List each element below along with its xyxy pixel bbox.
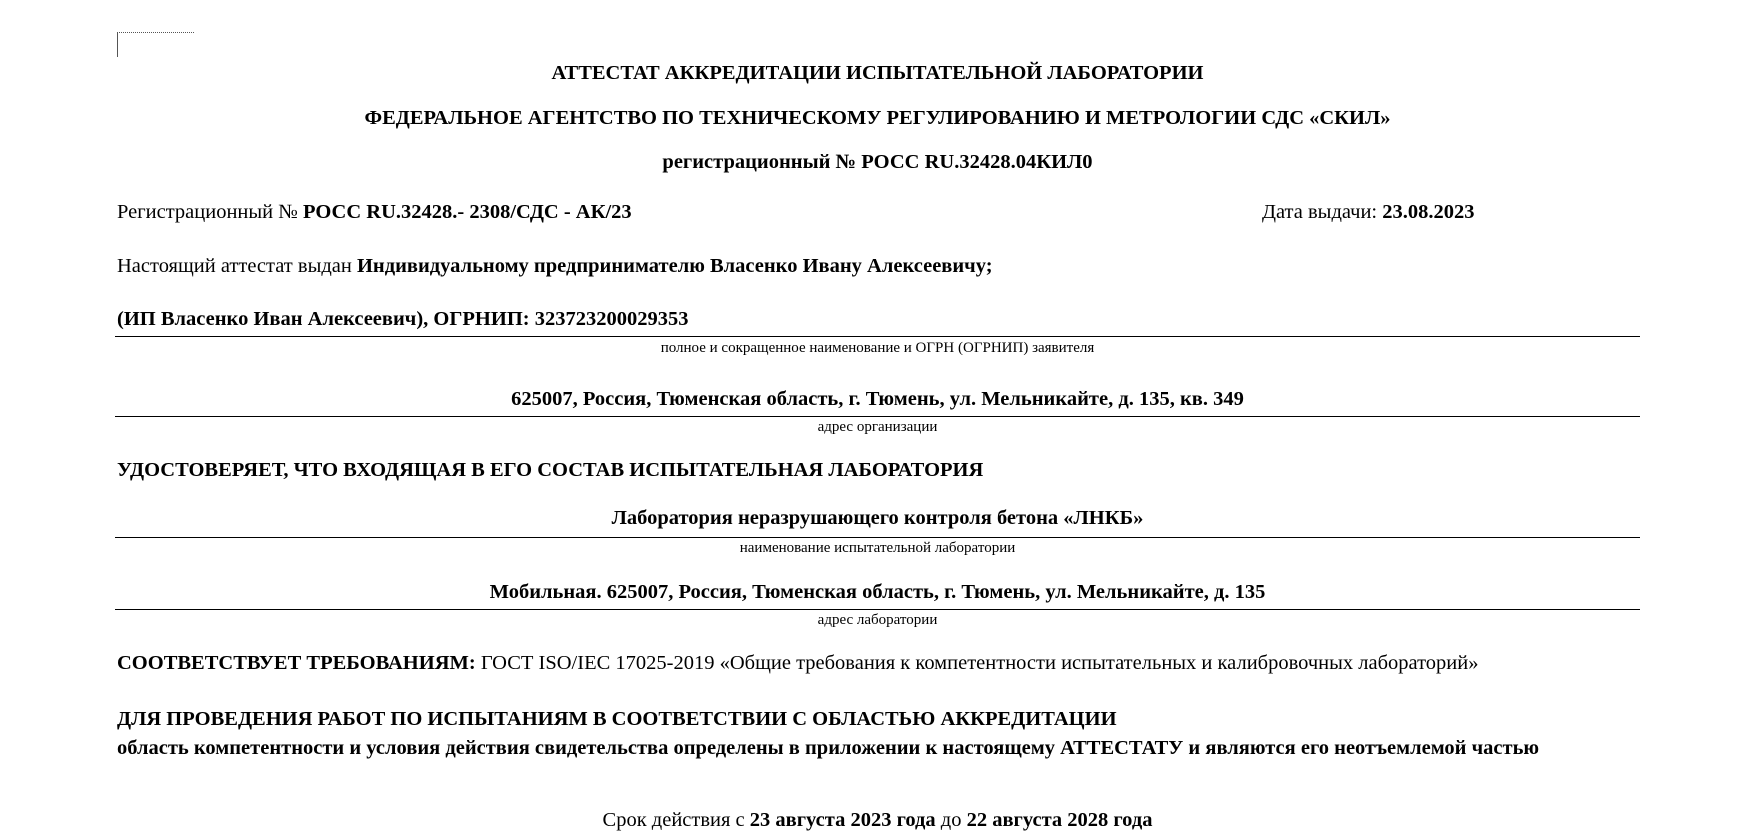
registration-number: РОСС RU.32428.- 2308/СДС - АК/23 [302, 201, 632, 223]
laboratory-name: Лаборатория неразрушающего контроля бетона «ЛНКБ» [611, 507, 1144, 529]
issue-date-label: Дата выдачи: [1262, 201, 1383, 223]
organization-address: 625007, Россия, Тюменская область, г. Тюмень, ул. Мельникайте, д. 135, кв. 349 [511, 388, 1244, 410]
scope-text: область компетентности и условия действия свидетельства определены в приложении к настоящему АТТЕСТАТУ и являются его неотъемлемой частью [117, 737, 1540, 759]
requirements-text: ГОСТ ISO/IEC 17025-2019 «Общие требования к компетентности испытательных и калибровочных лабораторий» [480, 652, 1479, 674]
laboratory-name-underline [115, 537, 1640, 538]
agency-name: ФЕДЕРАЛЬНОЕ АГЕНТСТВО ПО ТЕХНИЧЕСКОМУ РЕГУЛИРОВАНИЮ И МЕТРОЛОГИИ СДС «СКИЛ» [364, 107, 1391, 129]
laboratory-address-caption: адрес лаборатории [817, 612, 938, 628]
issued-recipient: Индивидуальному предпринимателю Власенко Ивану Алексеевичу; [356, 255, 993, 277]
requirements-label: СООТВЕТСТВУЕТ ТРЕБОВАНИЯМ: [117, 652, 481, 674]
applicant-caption: полное и сокращенное наименование и ОГРН (ОГРНИП) заявителя [660, 340, 1095, 356]
validity-line [0, 809, 1755, 832]
issue-date-value: 23.08.2023 [1382, 201, 1475, 223]
laboratory-name-caption: наименование испытательной лаборатории [739, 540, 1016, 556]
applicant-underline [115, 336, 1640, 337]
document-title: АТТЕСТАТ АККРЕДИТАЦИИ ИСПЫТАТЕЛЬНОЙ ЛАБОРАТОРИИ [551, 62, 1204, 84]
requirements-paragraph [117, 650, 1647, 676]
system-registration-number: регистрационный № РОСС RU.32428.04КИЛ0 [662, 151, 1093, 173]
validity-middle: до [935, 809, 967, 831]
issue-date-line [1262, 201, 1475, 224]
page-corner-mark [117, 32, 194, 57]
validity-from: 23 августа 2023 года [749, 809, 936, 831]
applicant-short-name: (ИП Власенко Иван Алексеевич), ОГРНИП: 323723200029353 [117, 308, 689, 330]
issued-to-line [117, 255, 993, 278]
organization-address-underline [115, 416, 1640, 417]
laboratory-address-underline [115, 609, 1640, 610]
laboratory-address: Мобильная. 625007, Россия, Тюменская область, г. Тюмень, ул. Мельникайте, д. 135 [489, 581, 1266, 603]
registration-line [117, 201, 632, 224]
validity-to: 22 августа 2028 года [966, 809, 1153, 831]
validity-prefix: Срок действия с [602, 809, 750, 831]
issued-prefix: Настоящий аттестат выдан [117, 255, 357, 277]
scope-heading: ДЛЯ ПРОВЕДЕНИЯ РАБОТ ПО ИСПЫТАНИЯМ В СООТВЕТСТВИИ С ОБЛАСТЬЮ АККРЕДИТАЦИИ [117, 708, 1117, 730]
certifies-statement: УДОСТОВЕРЯЕТ, ЧТО ВХОДЯЩАЯ В ЕГО СОСТАВ ИСПЫТАТЕЛЬНАЯ ЛАБОРАТОРИЯ [117, 459, 984, 481]
organization-address-caption: адрес организации [817, 419, 938, 435]
registration-label: Регистрационный № [117, 201, 303, 223]
